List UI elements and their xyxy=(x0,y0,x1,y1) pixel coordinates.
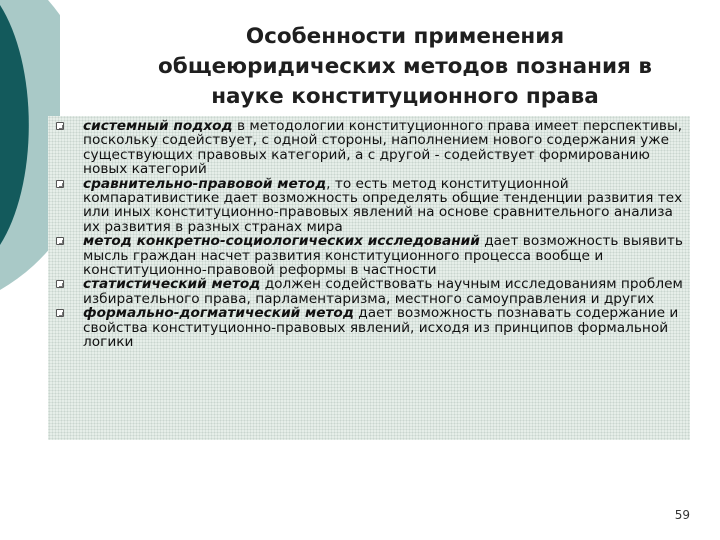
title-line: науке конституционного права xyxy=(211,84,599,109)
bullet-item-sociological-method xyxy=(48,234,690,277)
bullet-term: статистический метод xyxy=(83,276,261,293)
bullet-term: метод конкретно-социологических исследований xyxy=(83,233,480,250)
checkbox-bullet-icon xyxy=(56,309,64,317)
bullet-text: , то есть метод конституционной компаративистике дает возможность определять общие тенденции развития тех или иных конституционно-правовых явлений на основе сравнительного анализа их развития в разных странах мира xyxy=(83,175,683,235)
bullet-item-statistical-method xyxy=(48,277,690,306)
page-number: 59 xyxy=(674,508,690,522)
checkbox-bullet-icon xyxy=(56,237,64,245)
checkbox-bullet-icon xyxy=(56,180,64,188)
bullet-term: сравнительно-правовой метод xyxy=(83,175,327,192)
slide-title xyxy=(110,22,700,112)
title-line: общеюридических методов познания в xyxy=(158,54,652,79)
bullet-text: дает возможность выявить мысль граждан насчет развития конституционного процесса вообще и конституционно-правовой реформы в частности xyxy=(83,233,683,279)
bullet-term: формально-догматический метод xyxy=(83,305,354,322)
bullet-term: системный подход xyxy=(83,118,233,134)
bullet-text: должен содействовать научным исследованиям проблем избирательного права, парламентаризма, местного самоуправления и других xyxy=(83,276,683,307)
bullet-item-formal-dogmatic-method xyxy=(48,306,690,349)
bullet-text: дает возможность познавать содержание и свойства конституционно-правовых явлений, исходя из принципов формальной логики xyxy=(83,305,679,351)
checkbox-bullet-icon xyxy=(56,122,64,130)
content-panel xyxy=(48,116,690,440)
bullet-item-systemic-approach xyxy=(48,119,690,177)
checkbox-bullet-icon xyxy=(56,280,64,288)
bullet-text: в методологии конституционного права имеет перспективы, поскольку содействует, с одной стороны, наполнением нового содержания уже существующих правовых категорий, а с другой - содействует формированию новых категорий xyxy=(83,118,683,178)
title-line: Особенности применения xyxy=(245,24,565,49)
bullet-item-comparative-method xyxy=(48,177,690,235)
bullet-list xyxy=(48,116,690,350)
